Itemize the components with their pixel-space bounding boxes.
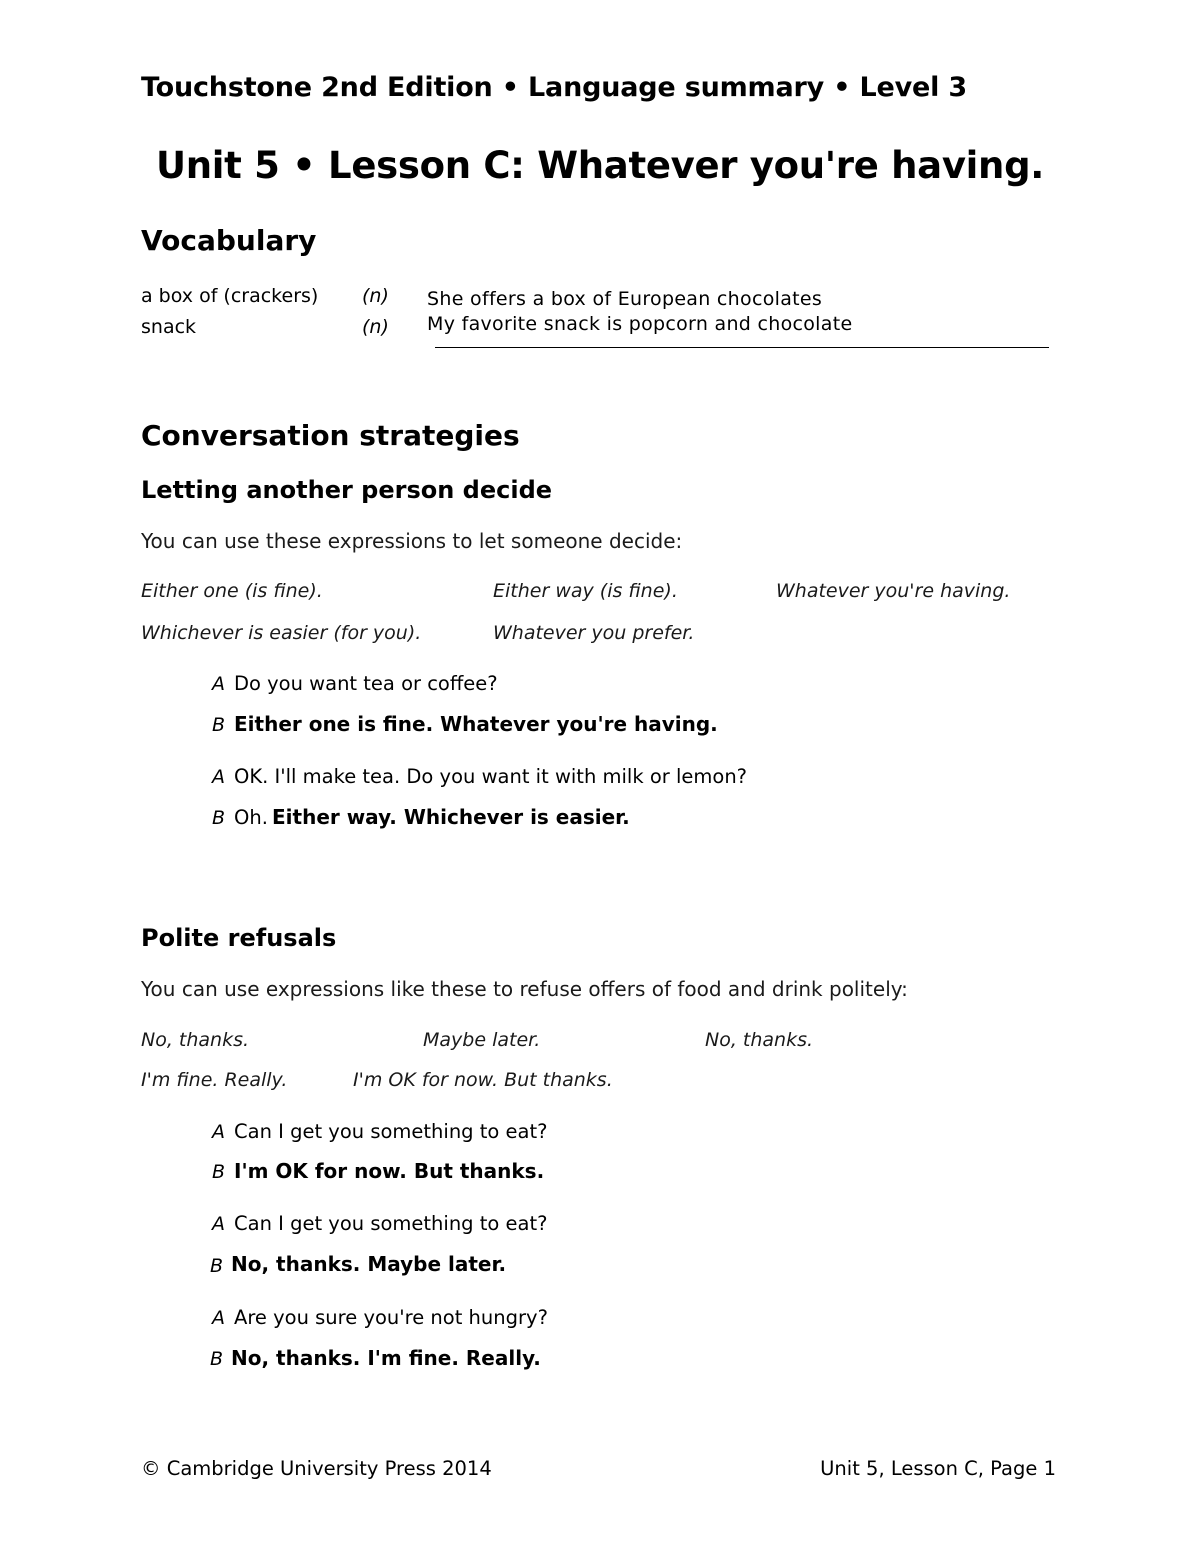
- polite-refusals-intro: You can use expressions like these to refuse offers of food and drink politely:: [141, 977, 908, 1001]
- dialogue-line-b: I'm OK for now. But thanks.: [234, 1159, 545, 1183]
- document-header-title: Touchstone 2nd Edition • Language summary • Level 3: [141, 72, 967, 103]
- speaker-label: A: [212, 766, 225, 788]
- expression-item: Whatever you prefer.: [493, 622, 695, 644]
- dialogue-line-b: Either one is fine. Whatever you're having.: [234, 712, 718, 736]
- speaker-label: B: [210, 1255, 224, 1277]
- vocab-underline-divider: [435, 347, 1049, 348]
- speaker-label: B: [212, 714, 226, 736]
- vocab-word: snack: [141, 316, 197, 338]
- speaker-label: B: [212, 1161, 226, 1183]
- expression-item: Either one (is fine).: [141, 580, 323, 602]
- footer-copyright: © Cambridge University Press 2014: [141, 1457, 492, 1480]
- expression-item: I'm OK for now. But thanks.: [353, 1069, 613, 1091]
- speaker-label: A: [212, 673, 225, 695]
- dialogue-line-b-prefix: Oh.: [234, 806, 268, 829]
- dialogue-line-a: Do you want tea or coffee?: [234, 672, 498, 695]
- vocab-example: She offers a box of European chocolates: [427, 288, 823, 310]
- speaker-label: A: [212, 1307, 225, 1329]
- expression-item: Either way (is fine).: [493, 580, 678, 602]
- speaker-label: B: [212, 807, 226, 829]
- conversation-strategies-heading: Conversation strategies: [141, 419, 520, 452]
- dialogue-line-a: OK. I'll make tea. Do you want it with milk or lemon?: [234, 765, 748, 788]
- expression-item: No, thanks.: [705, 1029, 814, 1051]
- dialogue-line-a: Are you sure you're not hungry?: [234, 1306, 548, 1329]
- polite-refusals-heading: Polite refusals: [141, 924, 337, 952]
- dialogue-line-b: No, thanks. Maybe later.: [231, 1252, 507, 1276]
- expression-item: Whatever you're having.: [776, 580, 1011, 602]
- vocab-example: My favorite snack is popcorn and chocolate: [427, 313, 853, 335]
- speaker-label: A: [212, 1213, 225, 1235]
- letting-decide-heading: Letting another person decide: [141, 476, 553, 504]
- vocab-word: a box of (crackers): [141, 285, 319, 307]
- expression-item: Maybe later.: [423, 1029, 541, 1051]
- expression-item: I'm fine. Really.: [141, 1069, 288, 1091]
- vocab-part-of-speech: (n): [362, 316, 389, 338]
- dialogue-line-b: No, thanks. I'm fine. Really.: [231, 1346, 541, 1370]
- speaker-label: B: [210, 1348, 224, 1370]
- footer-page-reference: Unit 5, Lesson C, Page 1: [820, 1457, 1056, 1480]
- vocabulary-heading: Vocabulary: [141, 224, 317, 257]
- unit-lesson-title: Unit 5 • Lesson C: Whatever you're having.: [155, 144, 1045, 187]
- expression-item: No, thanks.: [141, 1029, 250, 1051]
- letting-decide-intro: You can use these expressions to let someone decide:: [141, 529, 683, 553]
- speaker-label: A: [212, 1121, 225, 1143]
- dialogue-line-a: Can I get you something to eat?: [234, 1212, 548, 1235]
- expression-item: Whichever is easier (for you).: [141, 622, 422, 644]
- vocab-part-of-speech: (n): [362, 285, 389, 307]
- dialogue-line-b: Either way. Whichever is easier.: [272, 805, 630, 829]
- dialogue-line-a: Can I get you something to eat?: [234, 1120, 548, 1143]
